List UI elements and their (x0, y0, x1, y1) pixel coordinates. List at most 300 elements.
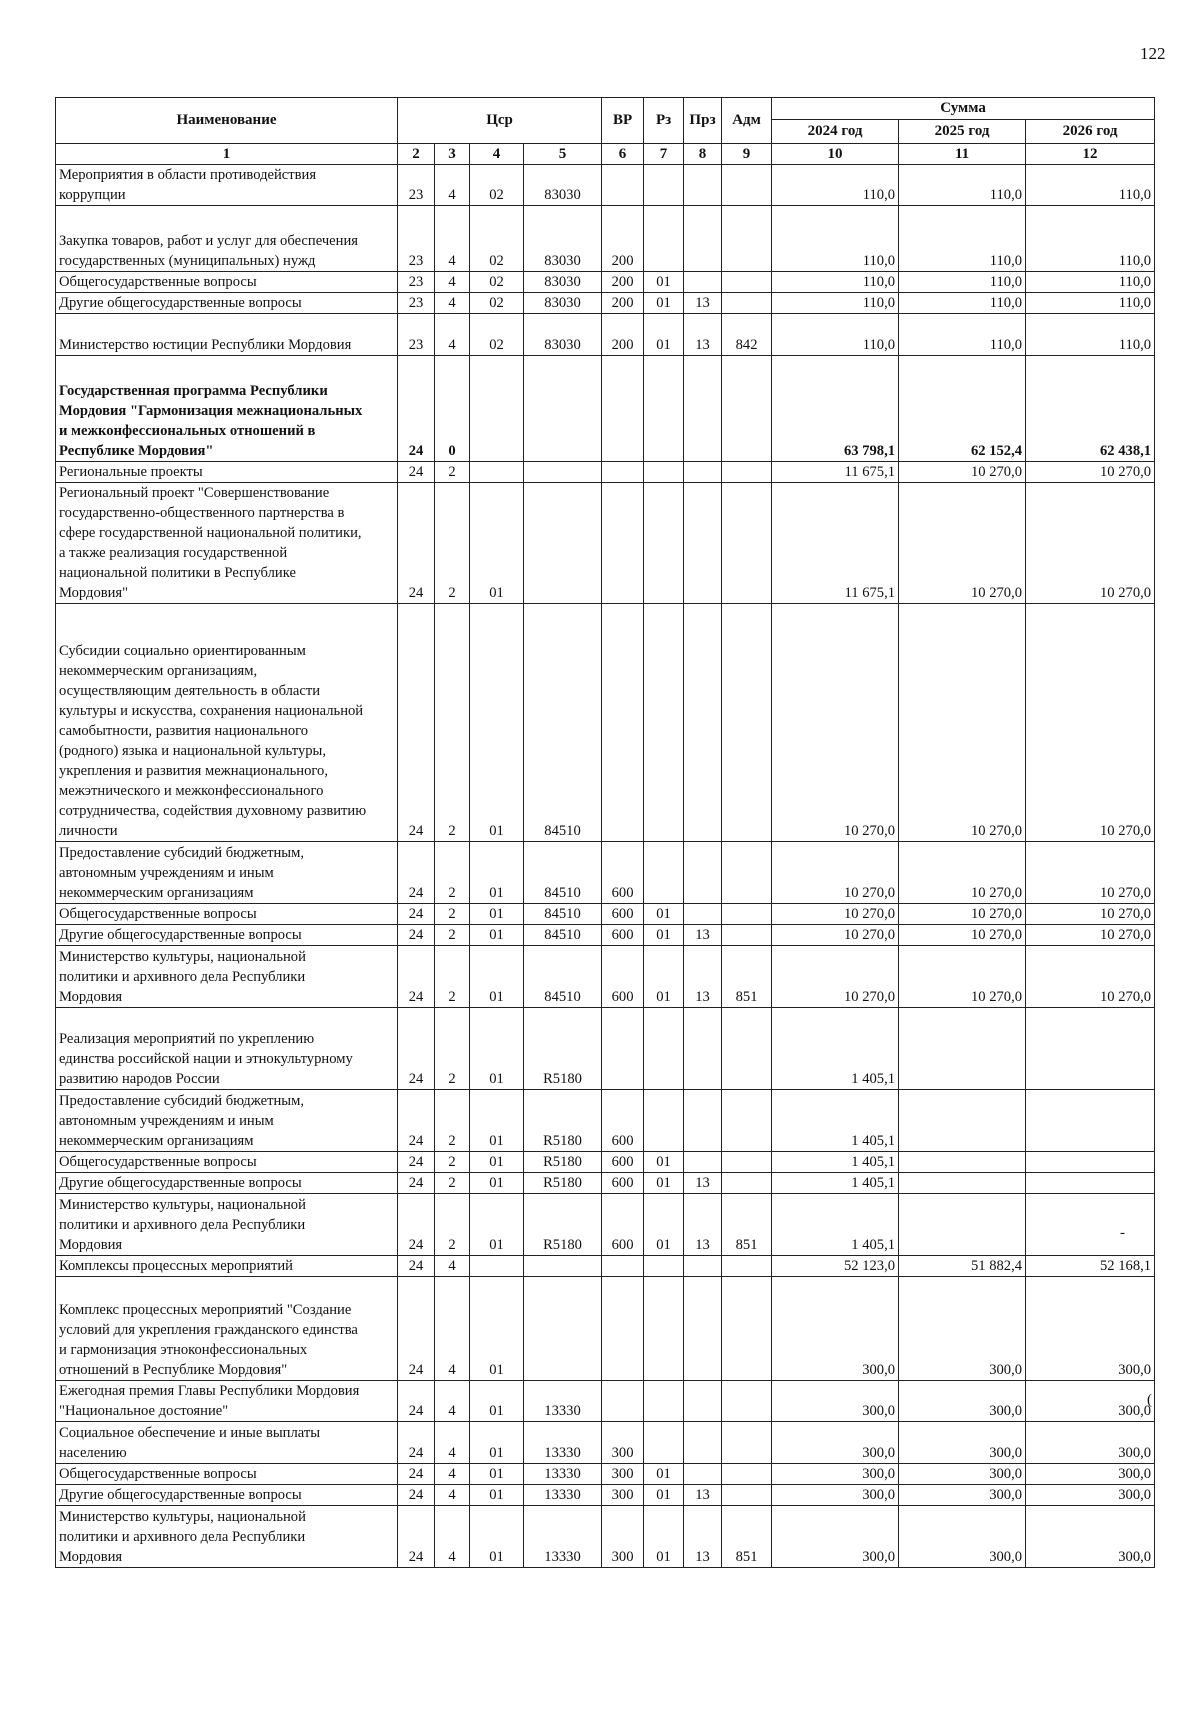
prz-code (684, 604, 722, 842)
csr-subprogram: 02 (470, 314, 524, 356)
amount-2026: 10 270,0 (1026, 904, 1155, 925)
table-row (56, 925, 1155, 946)
column-number: 12 (1026, 144, 1155, 165)
vr-code: 600 (602, 904, 644, 925)
csr-direction (524, 356, 602, 462)
adm-code (722, 1381, 772, 1422)
row-name: Общегосударственные вопросы (56, 272, 398, 293)
table-row (56, 904, 1155, 925)
csr-type: 4 (435, 206, 470, 272)
csr-type: 2 (435, 1173, 470, 1194)
prz-code (684, 1422, 722, 1464)
csr-subprogram: 01 (470, 1381, 524, 1422)
amount-2025: 10 270,0 (899, 604, 1026, 842)
table-row (56, 1152, 1155, 1173)
page-number: 122 (1140, 44, 1166, 63)
row-name: Общегосударственные вопросы (56, 1464, 398, 1485)
rz-code: 01 (644, 1506, 684, 1568)
rz-code: 01 (644, 314, 684, 356)
amount-2024: 10 270,0 (772, 904, 899, 925)
vr-code: 600 (602, 946, 644, 1008)
adm-code (722, 165, 772, 206)
table-row (56, 842, 1155, 904)
csr-direction: 13330 (524, 1485, 602, 1506)
csr-direction: 84510 (524, 946, 602, 1008)
csr-subprogram: 01 (470, 925, 524, 946)
table-row (56, 946, 1155, 1008)
csr-subprogram: 02 (470, 293, 524, 314)
amount-2025: 300,0 (899, 1464, 1026, 1485)
prz-code: 13 (684, 946, 722, 1008)
csr-subprogram (470, 1256, 524, 1277)
csr-program: 24 (398, 356, 435, 462)
header-year-2025: 2025 год (899, 120, 1026, 144)
prz-code (684, 1008, 722, 1090)
csr-type: 2 (435, 1090, 470, 1152)
csr-type: 2 (435, 483, 470, 604)
csr-direction: R5180 (524, 1194, 602, 1256)
table-row (56, 1422, 1155, 1464)
prz-code: 13 (684, 1485, 722, 1506)
vr-code: 300 (602, 1464, 644, 1485)
csr-type: 2 (435, 462, 470, 483)
table-header (56, 98, 1155, 165)
csr-type: 2 (435, 925, 470, 946)
csr-type: 4 (435, 1485, 470, 1506)
csr-direction: 84510 (524, 604, 602, 842)
csr-direction: 84510 (524, 842, 602, 904)
csr-subprogram: 01 (470, 1422, 524, 1464)
amount-2026: 300,0 (1026, 1381, 1155, 1422)
vr-code (602, 165, 644, 206)
csr-direction: 13330 (524, 1464, 602, 1485)
amount-2025: 110,0 (899, 165, 1026, 206)
amount-2024: 10 270,0 (772, 842, 899, 904)
row-name: Субсидии социально ориентированным некоммерческим организациям, осуществляющим деятельность в области культуры и искусства, сохранения национальной самобытности, развития национального (родного) языка и национальной культуры, укрепления и развития межнационального, межэтнического и межконфессионального сотрудничества, содействия духовному развитию личности (56, 604, 398, 842)
amount-2024: 10 270,0 (772, 604, 899, 842)
prz-code (684, 356, 722, 462)
adm-code (722, 604, 772, 842)
amount-2025: 10 270,0 (899, 904, 1026, 925)
vr-code (602, 1008, 644, 1090)
csr-direction: 84510 (524, 925, 602, 946)
amount-2026 (1026, 1173, 1155, 1194)
csr-direction: 13330 (524, 1506, 602, 1568)
table-row (56, 165, 1155, 206)
table-row (56, 1464, 1155, 1485)
amount-2024: 10 270,0 (772, 946, 899, 1008)
amount-2026: 10 270,0 (1026, 483, 1155, 604)
csr-subprogram: 01 (470, 1008, 524, 1090)
amount-2025 (899, 1194, 1026, 1256)
csr-subprogram (470, 462, 524, 483)
vr-code: 300 (602, 1506, 644, 1568)
rz-code: 01 (644, 1194, 684, 1256)
adm-code: 851 (722, 1506, 772, 1568)
amount-2026: 10 270,0 (1026, 925, 1155, 946)
rz-code (644, 483, 684, 604)
column-number: 9 (722, 144, 772, 165)
csr-program: 24 (398, 1485, 435, 1506)
csr-program: 23 (398, 293, 435, 314)
column-number: 2 (398, 144, 435, 165)
vr-code: 600 (602, 925, 644, 946)
csr-direction: 13330 (524, 1422, 602, 1464)
vr-code (602, 604, 644, 842)
column-numbers-row (56, 144, 1155, 165)
rz-code (644, 1256, 684, 1277)
prz-code (684, 483, 722, 604)
row-name: Реализация мероприятий по укреплению единства российской нации и этнокультурному развитию народов России (56, 1008, 398, 1090)
column-number: 7 (644, 144, 684, 165)
adm-code (722, 1464, 772, 1485)
amount-2025: 110,0 (899, 206, 1026, 272)
vr-code: 300 (602, 1422, 644, 1464)
table-row (56, 1090, 1155, 1152)
row-name: Предоставление субсидий бюджетным, автономным учреждениям и иным некоммерческим организациям (56, 842, 398, 904)
header-rz: Рз (644, 98, 684, 144)
csr-subprogram: 01 (470, 904, 524, 925)
header-prz: Прз (684, 98, 722, 144)
column-number: 4 (470, 144, 524, 165)
prz-code: 13 (684, 1173, 722, 1194)
row-name: Закупка товаров, работ и услуг для обеспечения государственных (муниципальных) нужд (56, 206, 398, 272)
csr-type: 4 (435, 272, 470, 293)
adm-code (722, 1485, 772, 1506)
rz-code: 01 (644, 272, 684, 293)
csr-direction: R5180 (524, 1090, 602, 1152)
csr-direction: 83030 (524, 314, 602, 356)
amount-2026: 10 270,0 (1026, 462, 1155, 483)
amount-2025: 10 270,0 (899, 946, 1026, 1008)
csr-direction: R5180 (524, 1008, 602, 1090)
csr-direction: 83030 (524, 293, 602, 314)
amount-2025: 300,0 (899, 1422, 1026, 1464)
adm-code (722, 1256, 772, 1277)
csr-program: 24 (398, 925, 435, 946)
amount-2026 (1026, 1194, 1155, 1256)
csr-direction: 84510 (524, 904, 602, 925)
vr-code: 200 (602, 272, 644, 293)
amount-2024: 10 270,0 (772, 925, 899, 946)
table-row (56, 356, 1155, 462)
amount-2024: 1 405,1 (772, 1194, 899, 1256)
vr-code: 600 (602, 1090, 644, 1152)
amount-2026: 62 438,1 (1026, 356, 1155, 462)
handwritten-mark: ( (1147, 1392, 1152, 1408)
csr-type: 2 (435, 1152, 470, 1173)
csr-subprogram: 01 (470, 1277, 524, 1381)
csr-program: 23 (398, 314, 435, 356)
table-row (56, 1194, 1155, 1256)
csr-subprogram: 01 (470, 1506, 524, 1568)
row-name: Ежегодная премия Главы Республики Мордовия "Национальное достояние" (56, 1381, 398, 1422)
amount-2024: 300,0 (772, 1277, 899, 1381)
table-row (56, 272, 1155, 293)
vr-code: 600 (602, 1194, 644, 1256)
row-name: Комплексы процессных мероприятий (56, 1256, 398, 1277)
rz-code: 01 (644, 925, 684, 946)
prz-code (684, 462, 722, 483)
amount-2024: 300,0 (772, 1464, 899, 1485)
csr-program: 24 (398, 462, 435, 483)
amount-2026: 300,0 (1026, 1485, 1155, 1506)
prz-code (684, 842, 722, 904)
row-name: Министерство юстиции Республики Мордовия (56, 314, 398, 356)
csr-program: 24 (398, 1256, 435, 1277)
amount-2025 (899, 1152, 1026, 1173)
csr-program: 24 (398, 842, 435, 904)
adm-code (722, 925, 772, 946)
adm-code (722, 1277, 772, 1381)
column-number: 6 (602, 144, 644, 165)
adm-code (722, 1090, 772, 1152)
amount-2024: 1 405,1 (772, 1008, 899, 1090)
adm-code (722, 356, 772, 462)
csr-type: 4 (435, 1381, 470, 1422)
amount-2026: 110,0 (1026, 165, 1155, 206)
vr-code (602, 462, 644, 483)
csr-type: 2 (435, 904, 470, 925)
rz-code (644, 356, 684, 462)
csr-program: 23 (398, 272, 435, 293)
csr-program: 23 (398, 165, 435, 206)
row-name: Региональные проекты (56, 462, 398, 483)
header-csr: Цср (398, 98, 602, 144)
amount-2024: 110,0 (772, 206, 899, 272)
amount-2025: 300,0 (899, 1381, 1026, 1422)
column-number: 3 (435, 144, 470, 165)
row-name: Комплекс процессных мероприятий "Создание условий для укрепления гражданского единства и гармонизация этноконфессиональных отношений в Республике Мордовия" (56, 1277, 398, 1381)
csr-direction: 83030 (524, 165, 602, 206)
row-name: Социальное обеспечение и иные выплаты населению (56, 1422, 398, 1464)
row-name: Другие общегосударственные вопросы (56, 925, 398, 946)
table-body (56, 165, 1155, 1568)
rz-code (644, 165, 684, 206)
rz-code (644, 842, 684, 904)
table-row (56, 1506, 1155, 1568)
vr-code (602, 483, 644, 604)
adm-code (722, 1008, 772, 1090)
row-name: Министерство культуры, национальной политики и архивного дела Республики Мордовия (56, 1194, 398, 1256)
rz-code: 01 (644, 293, 684, 314)
amount-2024: 11 675,1 (772, 462, 899, 483)
adm-code (722, 1422, 772, 1464)
table-row (56, 206, 1155, 272)
prz-code: 13 (684, 293, 722, 314)
amount-2026 (1026, 1008, 1155, 1090)
amount-2026: 10 270,0 (1026, 946, 1155, 1008)
row-name: Другие общегосударственные вопросы (56, 1485, 398, 1506)
row-name: Другие общегосударственные вопросы (56, 293, 398, 314)
csr-program: 24 (398, 1090, 435, 1152)
rz-code (644, 1008, 684, 1090)
amount-2024: 300,0 (772, 1506, 899, 1568)
amount-2026: 300,0 (1026, 1464, 1155, 1485)
csr-direction: 83030 (524, 206, 602, 272)
csr-program: 24 (398, 1194, 435, 1256)
amount-2025: 10 270,0 (899, 925, 1026, 946)
prz-code: 13 (684, 314, 722, 356)
row-name: Общегосударственные вопросы (56, 904, 398, 925)
csr-type: 2 (435, 1008, 470, 1090)
amount-2024: 110,0 (772, 314, 899, 356)
csr-program: 24 (398, 1008, 435, 1090)
row-name: Предоставление субсидий бюджетным, автономным учреждениям и иным некоммерческим организациям (56, 1090, 398, 1152)
vr-code: 200 (602, 206, 644, 272)
amount-2025: 10 270,0 (899, 462, 1026, 483)
csr-type: 4 (435, 165, 470, 206)
row-name: Министерство культуры, национальной политики и архивного дела Республики Мордовия (56, 946, 398, 1008)
adm-code (722, 293, 772, 314)
amount-2026: 110,0 (1026, 293, 1155, 314)
rz-code (644, 1422, 684, 1464)
table-row (56, 1008, 1155, 1090)
csr-program: 24 (398, 604, 435, 842)
amount-2026: 110,0 (1026, 206, 1155, 272)
csr-type: 2 (435, 842, 470, 904)
amount-2024: 110,0 (772, 293, 899, 314)
prz-code (684, 272, 722, 293)
amount-2024: 300,0 (772, 1422, 899, 1464)
csr-program: 24 (398, 1277, 435, 1381)
amount-2024: 110,0 (772, 165, 899, 206)
amount-2026: 110,0 (1026, 272, 1155, 293)
table-row (56, 1381, 1155, 1422)
table-row (56, 604, 1155, 842)
amount-2024: 1 405,1 (772, 1152, 899, 1173)
column-number: 8 (684, 144, 722, 165)
csr-direction (524, 1256, 602, 1277)
table-row (56, 314, 1155, 356)
csr-type: 2 (435, 1194, 470, 1256)
csr-type: 4 (435, 293, 470, 314)
csr-direction: 13330 (524, 1381, 602, 1422)
csr-program: 24 (398, 946, 435, 1008)
vr-code (602, 1277, 644, 1381)
table-row (56, 293, 1155, 314)
csr-program: 23 (398, 206, 435, 272)
amount-2025: 51 882,4 (899, 1256, 1026, 1277)
amount-2026: 10 270,0 (1026, 604, 1155, 842)
adm-code: 842 (722, 314, 772, 356)
amount-2026 (1026, 1090, 1155, 1152)
csr-direction: R5180 (524, 1152, 602, 1173)
row-name: Другие общегосударственные вопросы (56, 1173, 398, 1194)
column-number: 1 (56, 144, 398, 165)
csr-subprogram: 01 (470, 1194, 524, 1256)
csr-type: 4 (435, 1422, 470, 1464)
amount-2026: 300,0 (1026, 1422, 1155, 1464)
row-name: Государственная программа Республики Мордовия "Гармонизация межнациональных и межконфессиональных отношений в Республике Мордовия" (56, 356, 398, 462)
amount-2025: 10 270,0 (899, 483, 1026, 604)
amount-2024: 300,0 (772, 1485, 899, 1506)
rz-code (644, 462, 684, 483)
rz-code (644, 206, 684, 272)
prz-code: 13 (684, 1506, 722, 1568)
vr-code (602, 356, 644, 462)
prz-code (684, 1256, 722, 1277)
table-row (56, 1256, 1155, 1277)
rz-code: 01 (644, 1485, 684, 1506)
csr-subprogram: 02 (470, 272, 524, 293)
vr-code: 600 (602, 1152, 644, 1173)
csr-subprogram: 01 (470, 1173, 524, 1194)
row-name: Общегосударственные вопросы (56, 1152, 398, 1173)
amount-2025: 110,0 (899, 272, 1026, 293)
column-number: 5 (524, 144, 602, 165)
rz-code: 01 (644, 904, 684, 925)
amount-2024: 300,0 (772, 1381, 899, 1422)
vr-code (602, 1381, 644, 1422)
adm-code (722, 842, 772, 904)
table-row (56, 1277, 1155, 1381)
csr-subprogram: 01 (470, 1090, 524, 1152)
amount-2025: 300,0 (899, 1506, 1026, 1568)
adm-code (722, 1152, 772, 1173)
prz-code (684, 1090, 722, 1152)
csr-subprogram (470, 356, 524, 462)
amount-2025: 110,0 (899, 293, 1026, 314)
csr-subprogram: 01 (470, 1464, 524, 1485)
prz-code: 13 (684, 925, 722, 946)
amount-2024: 11 675,1 (772, 483, 899, 604)
prz-code: 13 (684, 1194, 722, 1256)
prz-code (684, 1464, 722, 1485)
amount-2024: 52 123,0 (772, 1256, 899, 1277)
column-number: 11 (899, 144, 1026, 165)
prz-code (684, 904, 722, 925)
row-name: Мероприятия в области противодействия коррупции (56, 165, 398, 206)
amount-2025: 300,0 (899, 1485, 1026, 1506)
amount-2024: 1 405,1 (772, 1173, 899, 1194)
csr-program: 24 (398, 483, 435, 604)
adm-code: 851 (722, 1194, 772, 1256)
amount-2026: 300,0 (1026, 1506, 1155, 1568)
rz-code: 01 (644, 1464, 684, 1485)
adm-code (722, 272, 772, 293)
csr-type: 0 (435, 356, 470, 462)
csr-type: 4 (435, 1277, 470, 1381)
rz-code: 01 (644, 946, 684, 1008)
budget-table (55, 97, 1155, 1568)
csr-direction (524, 483, 602, 604)
adm-code (722, 1173, 772, 1194)
rz-code (644, 1090, 684, 1152)
column-number: 10 (772, 144, 899, 165)
amount-2025 (899, 1173, 1026, 1194)
adm-code (722, 206, 772, 272)
header-year-2024: 2024 год (772, 120, 899, 144)
amount-2024: 1 405,1 (772, 1090, 899, 1152)
rz-code (644, 1381, 684, 1422)
csr-subprogram: 01 (470, 842, 524, 904)
csr-program: 24 (398, 1173, 435, 1194)
csr-direction (524, 1277, 602, 1381)
amount-2025 (899, 1090, 1026, 1152)
header-year-2026: 2026 год (1026, 120, 1155, 144)
vr-code: 300 (602, 1485, 644, 1506)
adm-code (722, 483, 772, 604)
header-name: Наименование (56, 98, 398, 144)
amount-2026: 300,0 (1026, 1277, 1155, 1381)
csr-program: 24 (398, 904, 435, 925)
vr-code: 600 (602, 842, 644, 904)
amount-2025: 62 152,4 (899, 356, 1026, 462)
rz-code (644, 604, 684, 842)
header-vr: ВР (602, 98, 644, 144)
amount-2024: 110,0 (772, 272, 899, 293)
